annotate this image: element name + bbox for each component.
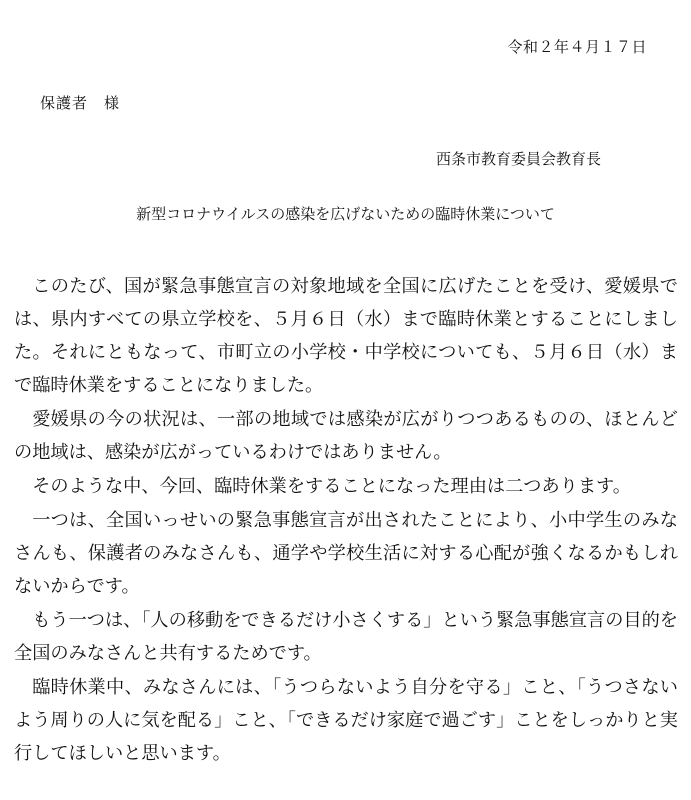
body-paragraph: 一つは、全国いっせいの緊急事態宣言が出されたことにより、小中学生のみなさんも、保護者のみなさんも、通学や学校生活に対する心配が強くなるかもしれないからです。 bbox=[14, 510, 678, 597]
body-paragraph: そのような中、今回、臨時休業をすることになった理由は二つあります。 bbox=[32, 476, 631, 497]
letter-recipient: 保護者 様 bbox=[40, 94, 121, 112]
letter-sender: 西条市教育委員会教育長 bbox=[435, 150, 601, 168]
letter-body bbox=[14, 270, 678, 771]
letter-date: 令和２年４月１７日 bbox=[507, 38, 647, 56]
letter-title: 新型コロナウイルスの感染を広げないための臨時休業について bbox=[136, 205, 555, 223]
body-paragraph: このたび、国が緊急事態宣言の対象地域を全国に広げたことを受け、愛媛県では、県内すべての県立学校を、５月６日（水）まで臨時休業とすることにしました。それにともなって、市町立の小学校・中学校についても、５月６日（水）まで臨時休業をすることになりました。 bbox=[14, 276, 678, 396]
body-paragraph: もう一つは、「人の移動をできるだけ小さくする」という緊急事態宣言の目的を全国のみなさんと共有するためです。 bbox=[14, 610, 678, 664]
body-paragraph: 臨時休業中、みなさんには、「うつらないよう自分を守る」こと、「うつさないよう周りの人に気を配る」こと、「できるだけ家庭で過ごす」ことをしっかりと実行してほしいと思います。 bbox=[14, 677, 678, 764]
body-paragraph: 愛媛県の今の状況は、一部の地域では感染が広がりつつあるものの、ほとんどの地域は、感染が広がっているわけではありません。 bbox=[14, 409, 678, 463]
